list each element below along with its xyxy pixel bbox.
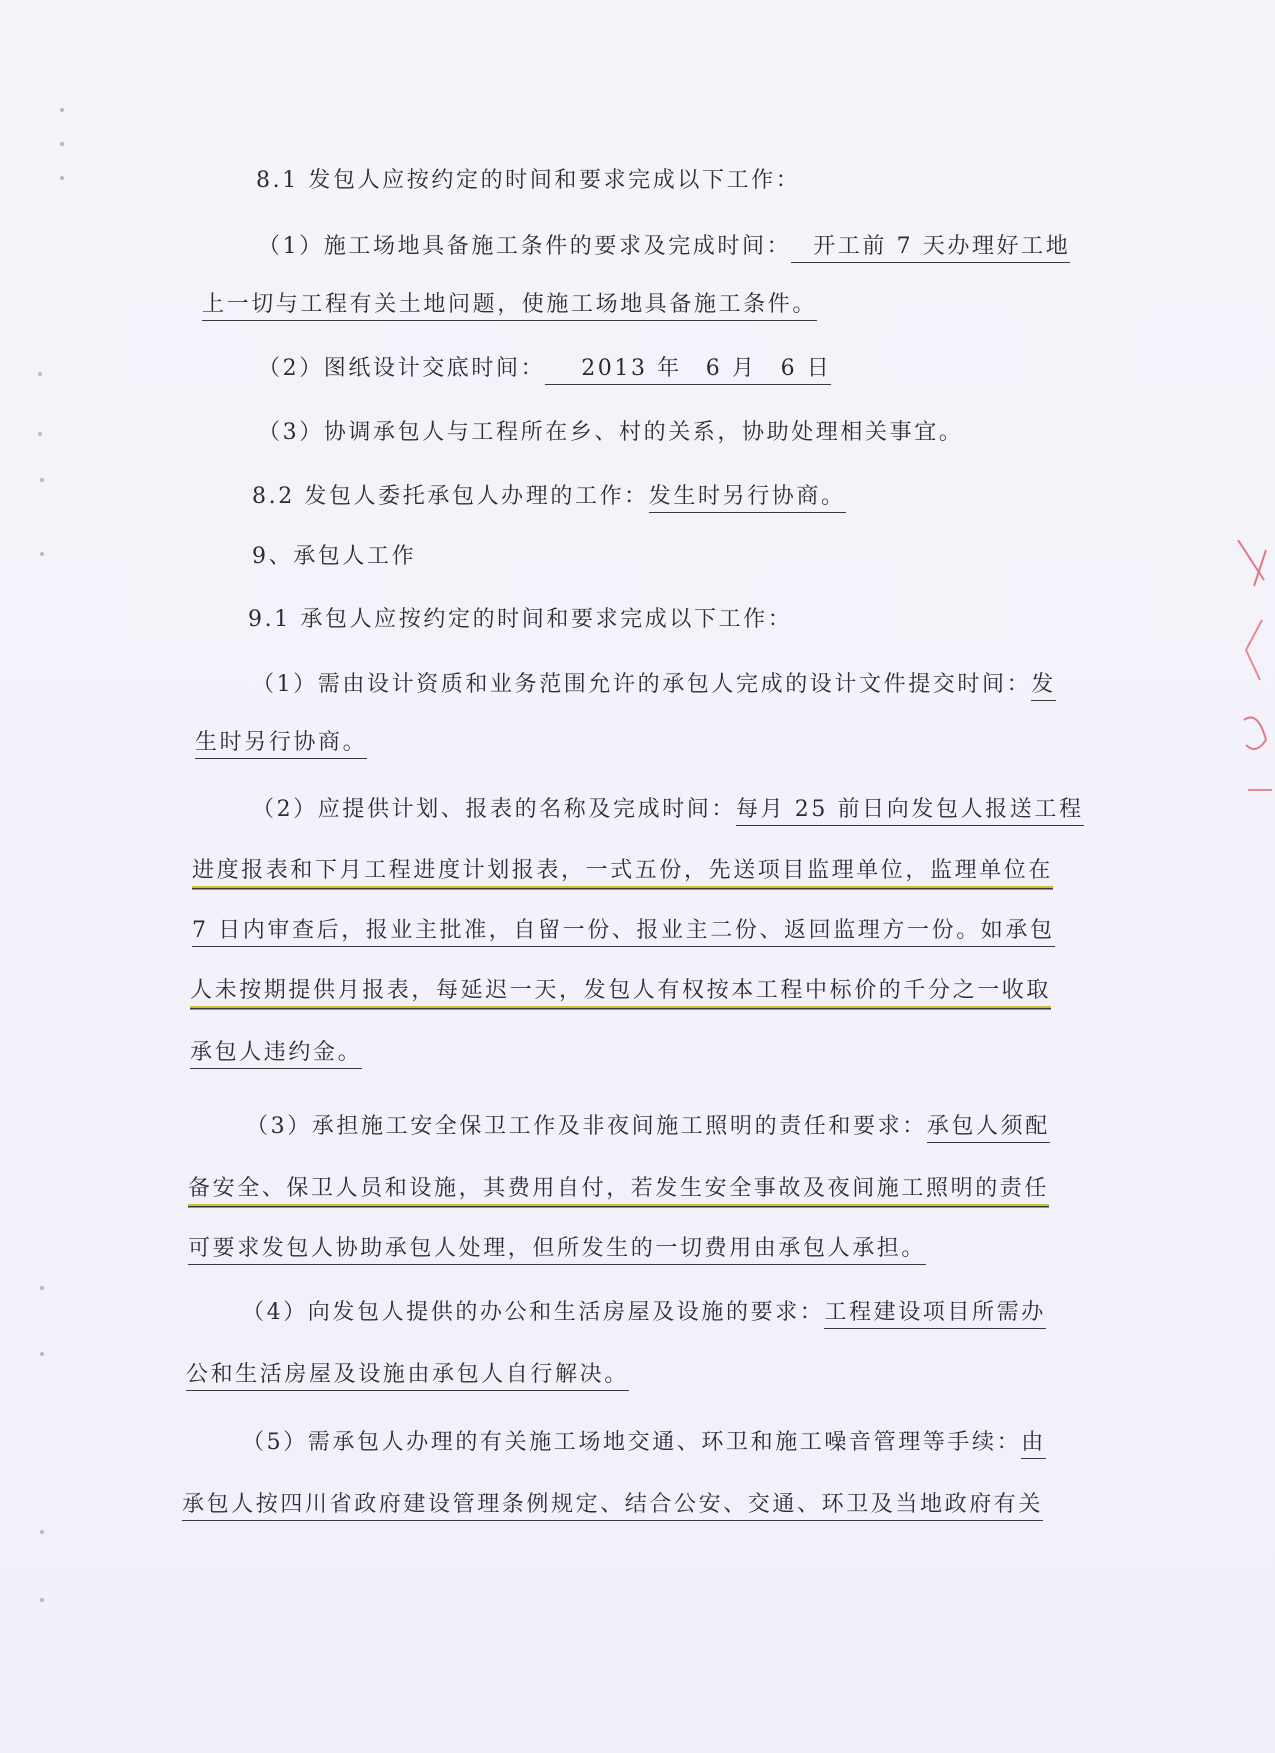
- item-value: 人未按期提供月报表，每延迟一天，发包人有权按本工程中标价的千分之一收取: [190, 978, 1051, 1008]
- section-9-1-item2-cont: [192, 916, 1055, 946]
- item-label: （5）需承包人办理的有关施工场地交通、环卫和施工噪音管理等手续：: [242, 1430, 1022, 1455]
- section-9-1-item3-cont: [188, 1174, 1049, 1204]
- item-value: 由: [1021, 1430, 1046, 1459]
- section-8-1-item2: [258, 354, 831, 384]
- section-8-1-item1-cont: [202, 290, 817, 320]
- section-9-1-heading: 9.1 承包人应按约定的时间和要求完成以下工作：: [248, 607, 793, 632]
- item-label: （1）需由设计资质和业务范围允许的承包人完成的设计文件提交时间：: [252, 672, 1032, 697]
- section-9-heading: 9、承包人工作: [252, 544, 417, 569]
- punch-hole-mark: [60, 142, 64, 146]
- section-9-1-item2: [252, 795, 1084, 825]
- item-value: 发: [1031, 672, 1056, 701]
- item-value: 可要求发包人协助承包人处理，但所发生的一切费用由承包人承担。: [188, 1236, 926, 1265]
- item-value: 7 日内审查后，报业主批准，自留一份、报业主二份、返回监理方一份。如承包: [192, 918, 1055, 947]
- item-value: 进度报表和下月工程进度计划报表，一式五份，先送项目监理单位，监理单位在: [192, 858, 1053, 888]
- section-9-1-item2-cont: [190, 976, 1051, 1006]
- date-value: [545, 356, 831, 385]
- section-9-1-item3-cont: [188, 1234, 926, 1264]
- item-label: （2）应提供计划、报表的名称及完成时间：: [252, 797, 736, 822]
- item-label: 8.2 发包人委托承包人办理的工作：: [252, 484, 649, 509]
- punch-hole-mark: [60, 176, 64, 180]
- punch-hole-mark: [38, 432, 42, 436]
- section-9-1-item2-cont: [192, 856, 1053, 886]
- date-month: 6 月: [705, 356, 757, 381]
- punch-hole-mark: [40, 1598, 44, 1602]
- section-9-1-item3: [246, 1112, 1050, 1142]
- item-value: 上一切与工程有关土地问题，使施工场地具备施工条件。: [202, 292, 817, 321]
- red-seal-stamp-partial: [1236, 540, 1275, 800]
- section-9-1-item4-cont: [186, 1360, 629, 1390]
- section-9-1-item4: [242, 1298, 1046, 1328]
- item-value: 每月 25 前日向发包人报送工程: [736, 797, 1084, 826]
- punch-hole-mark: [40, 1352, 44, 1356]
- punch-hole-mark: [38, 372, 42, 376]
- item-value: 发生时另行协商。: [649, 484, 846, 513]
- item-label: （2）图纸设计交底时间：: [258, 356, 546, 381]
- section-8-1-item1: [258, 232, 1070, 262]
- punch-hole-mark: [40, 478, 44, 482]
- section-9-1-item1: [252, 670, 1056, 700]
- item-value: 备安全、保卫人员和设施，其费用自付，若发生安全事故及夜间施工照明的责任: [188, 1176, 1049, 1206]
- date-day: 6 日: [780, 356, 832, 381]
- item-value: 承包人按四川省政府建设管理条例规定、结合公安、交通、环卫及当地政府有关: [182, 1492, 1043, 1521]
- item-value: 工程建设项目所需办: [824, 1300, 1045, 1329]
- item-value: 承包人须配: [927, 1114, 1050, 1143]
- item-value: 公和生活房屋及设施由承包人自行解决。: [186, 1362, 629, 1391]
- punch-hole-mark: [40, 1286, 44, 1290]
- punch-hole-mark: [40, 552, 44, 556]
- item-label: （1）施工场地具备施工条件的要求及完成时间：: [258, 234, 792, 259]
- item-value: 开工前 7 天办理好工地: [791, 234, 1070, 263]
- section-8-2: [252, 482, 846, 512]
- punch-hole-mark: [40, 1530, 44, 1534]
- item-value: 生时另行协商。: [195, 730, 367, 759]
- section-9-1-item5: [242, 1428, 1046, 1458]
- item-label: （4）向发包人提供的办公和生活房屋及设施的要求：: [242, 1300, 825, 1325]
- section-9-1-item1-cont: [195, 728, 367, 758]
- section-8-1-heading: 8.1 发包人应按约定的时间和要求完成以下工作：: [256, 168, 801, 193]
- item-value: 承包人违约金。: [190, 1040, 362, 1069]
- section-8-1-item3: （3）协调承包人与工程所在乡、村的关系，协助处理相关事宜。: [258, 420, 964, 445]
- section-9-1-item5-cont: [182, 1490, 1043, 1520]
- item-label: （3）承担施工安全保卫工作及非夜间施工照明的责任和要求：: [246, 1114, 927, 1139]
- punch-hole-mark: [60, 108, 64, 112]
- section-9-1-item2-cont: [190, 1038, 362, 1068]
- date-year: 2013 年: [581, 356, 682, 381]
